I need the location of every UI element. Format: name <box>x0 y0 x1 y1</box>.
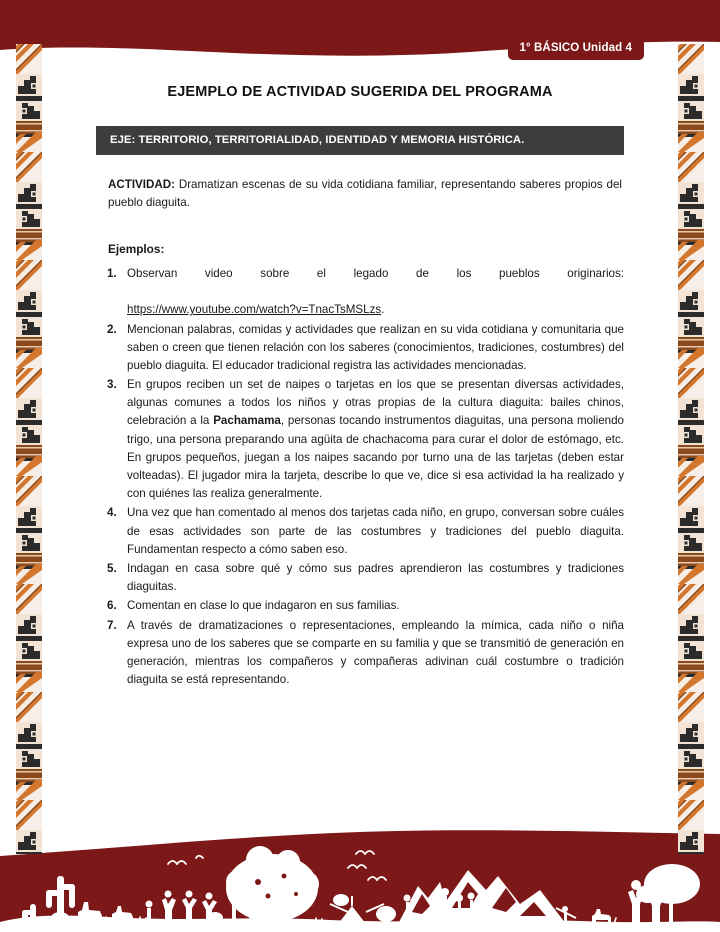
step-lead-text: Observan video sobre el legado de los pueblos originarios: <box>127 266 624 280</box>
actividad-text: Dramatizan escenas de su vida cotidiana familiar, representando saberes propios del pueblo diaguita. <box>108 178 622 209</box>
step-text: Una vez que han comentado al menos dos tarjetas cada niño, en grupo, conversan sobre cuáles de esas actividades son parte de las costumbres y tradiciones del pueblo diaguita. Fundamentan respecto a cómo saben eso. <box>127 506 624 556</box>
list-item <box>96 376 624 503</box>
step-text <box>127 265 624 320</box>
step-number: 4. <box>107 506 117 520</box>
step-text-part2: , personas tocando instrumentos diaguitas, una persona moliendo trigo, una persona preparando una agüita de chachacoma para curar el dolor de estómago, etc. En grupos pequeños, juegan a los naipes sacando por turno una de las tarjetas (deben estar volteadas). El jugador mira la tarjeta, describe lo que ve, dice si esa actividad la ha realizado y con quiénes las realiza generalmente. <box>127 414 624 501</box>
step-tail: . <box>381 303 385 317</box>
step-text <box>127 376 624 503</box>
step-text-part1: En grupos reciben un set de naipes o tarjetas en los que se presentan diversas actividades, algunas comunes a todos los niños y otras propias de la cultura diaguita: bailes chinos, celebración a la <box>127 378 624 428</box>
step-number: 1. <box>107 266 117 280</box>
step-text: Mencionan palabras, comidas y actividades que realizan en su vida cotidiana y comunitaria que saben o creen que tienen relación con los saberes (conocimientos, tradiciones, costumbres) del pueblo diaguita. El educador tradicional registra las actividades mencionadas. <box>127 322 624 372</box>
pachamama-emphasis: Pachamama <box>213 414 281 428</box>
youtube-link[interactable]: https://www.youtube.com/watch?v=TnacTsMSLzs <box>127 303 382 317</box>
actividad-paragraph <box>96 176 624 212</box>
page-title: EJEMPLO DE ACTIVIDAD SUGERIDA DEL PROGRAMA <box>167 84 553 100</box>
unit-badge: 1° BÁSICO Unidad 4 <box>508 37 644 60</box>
list-item <box>96 321 624 376</box>
step-number: 6. <box>107 599 117 613</box>
ejemplos-heading: Ejemplos: <box>108 241 165 256</box>
list-item <box>96 597 624 615</box>
eje-header-bar: EJE: TERRITORIO, TERRITORIALIDAD, IDENTIDAD Y MEMORIA HISTÓRICA. <box>96 126 624 155</box>
footer-landscape-illustration <box>0 812 720 932</box>
list-item <box>96 617 624 690</box>
step-number: 5. <box>107 561 117 575</box>
step-number: 7. <box>107 618 117 632</box>
steps-list <box>96 265 624 689</box>
actividad-label: ACTIVIDAD: <box>108 178 175 191</box>
step-text: Indagan en casa sobre qué y cómo sus padres aprendieron las costumbres y tradiciones diaguitas. <box>127 561 624 594</box>
step-text: A través de dramatizaciones o representaciones, empleando la mímica, cada niño o niña expresa uno de los saberes que se comparte en su familia y que se transmitió de generación en generación, mientras los compañeros y compañeras adivinan cuál costumbre o tradición diaguita se está representando. <box>127 618 624 687</box>
list-item <box>96 265 624 320</box>
step-number: 3. <box>107 378 117 392</box>
step-text: Comentan en clase lo que indagaron en sus familias. <box>127 599 400 613</box>
list-item <box>96 560 624 596</box>
step-number: 2. <box>107 322 117 336</box>
list-item <box>96 504 624 559</box>
